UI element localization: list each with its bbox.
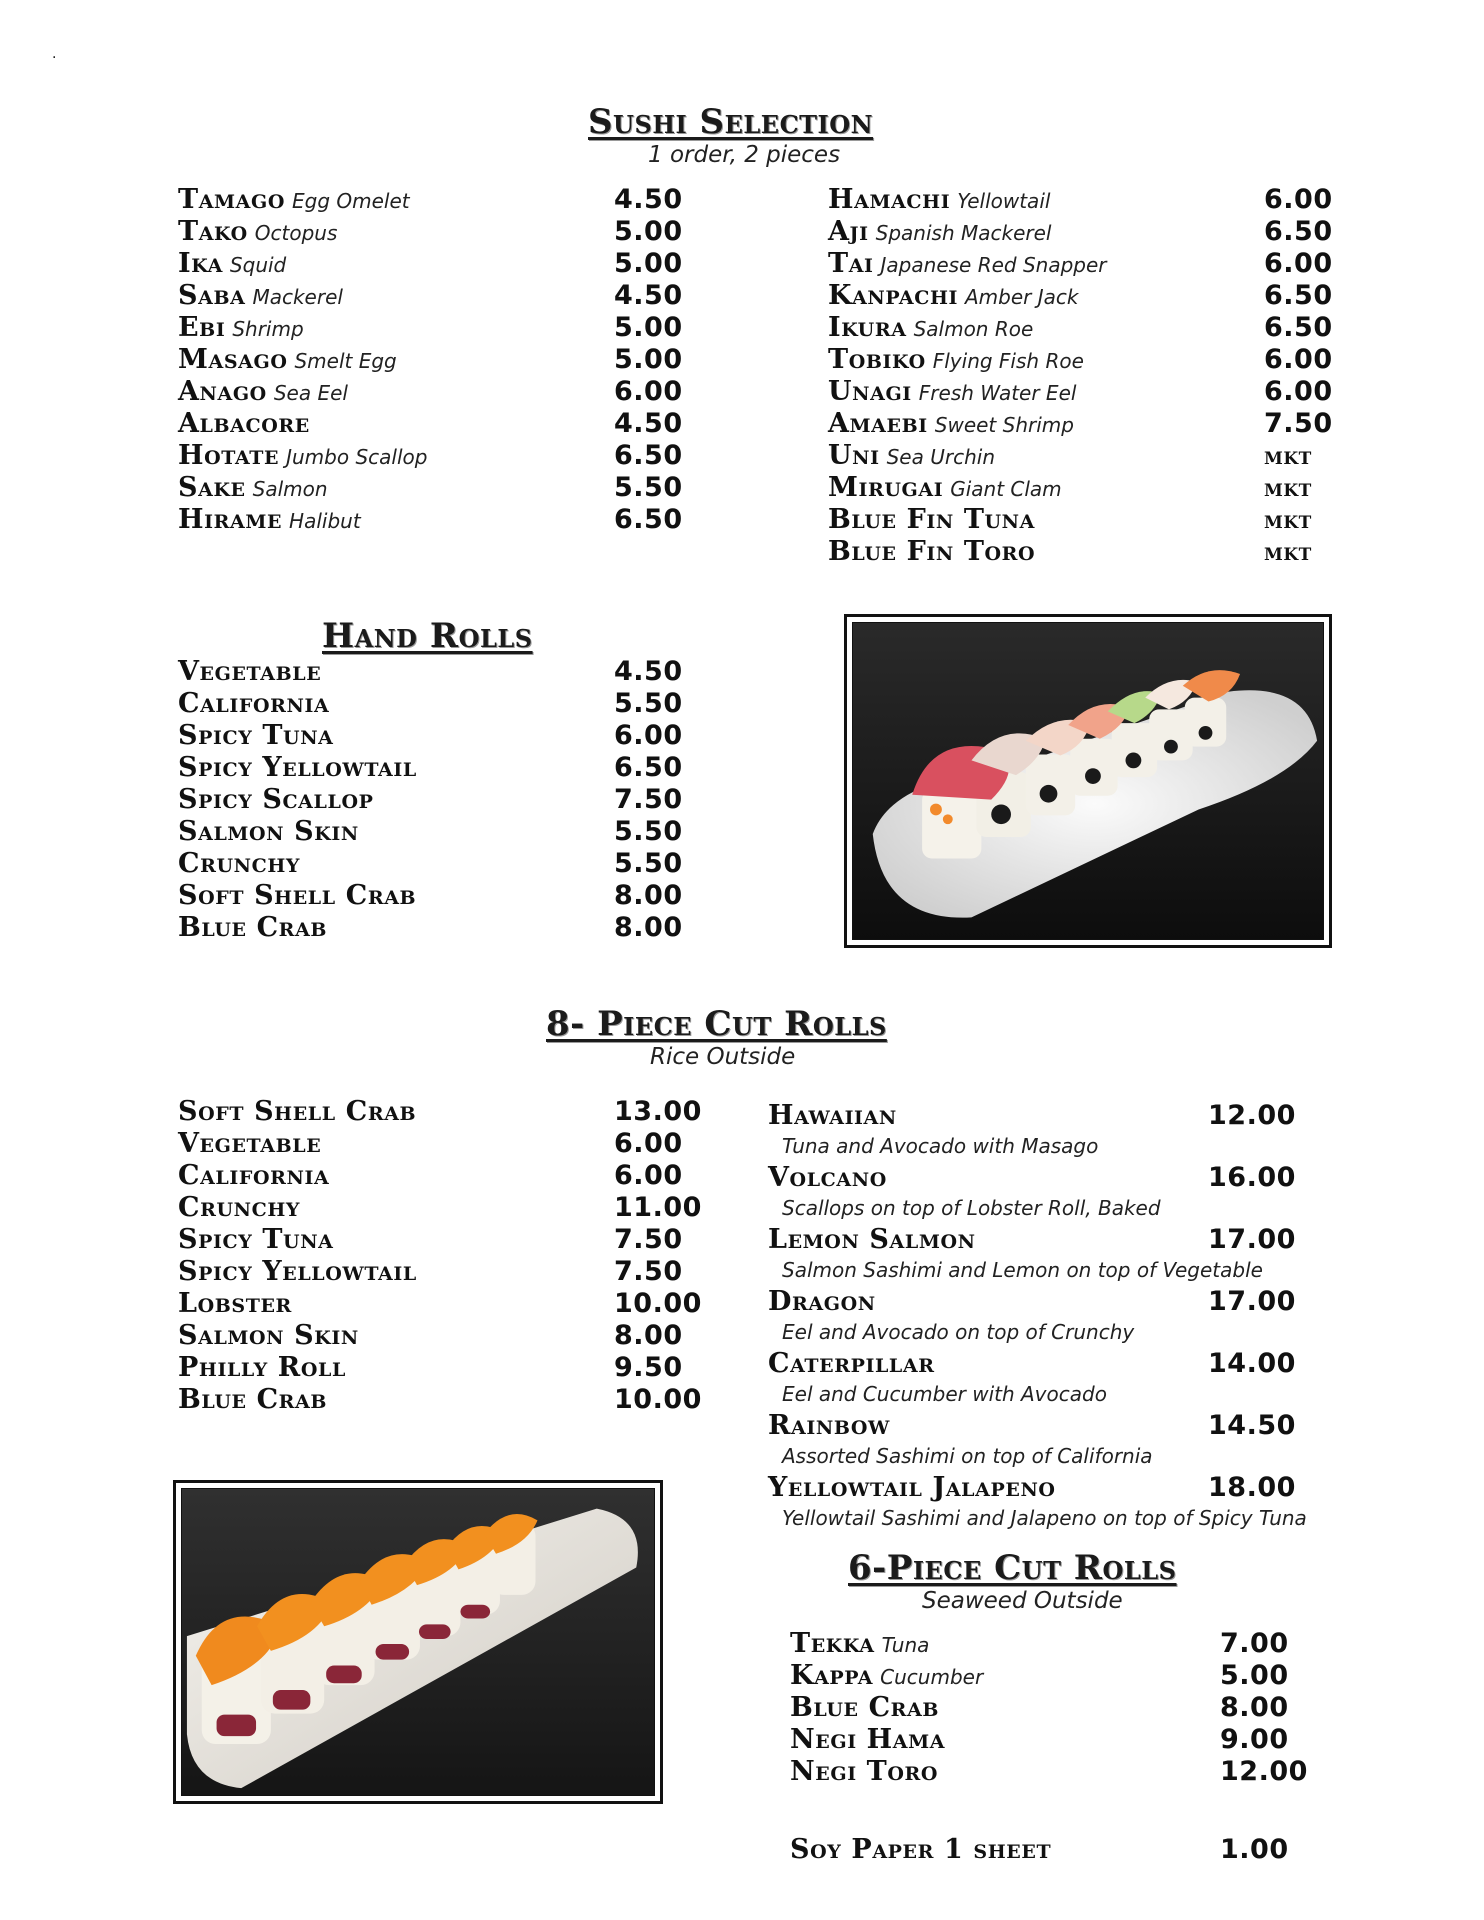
item-name-text: Unagi (828, 376, 912, 407)
item-name (178, 472, 328, 505)
sushi-left-list (178, 184, 698, 536)
menu-item-row (178, 1384, 718, 1416)
menu-item-row (790, 1660, 1330, 1692)
rainbow-roll-image (853, 623, 1323, 939)
soy-paper-row (790, 1834, 1330, 1866)
item-name-text: Yellowtail Jalapeno (768, 1472, 1056, 1503)
item-name-text: Philly Roll (178, 1352, 346, 1383)
item-name (790, 1660, 983, 1693)
roll-description: Yellowtail Sashimi and Jalapeno on top of Spicy Tuna (782, 1506, 1307, 1530)
special-roll-row (768, 1100, 1328, 1162)
item-name-text: Ika (178, 248, 223, 279)
item-name-text: Sake (178, 472, 246, 503)
menu-item-row (178, 1320, 718, 1352)
item-name (790, 1756, 938, 1788)
item-price: 6.00 (614, 720, 683, 751)
item-price: 4.50 (614, 280, 683, 311)
item-price: 7.50 (614, 1224, 683, 1255)
cut8-subtitle: Rice Outside (650, 1044, 796, 1070)
item-price: 13.00 (614, 1096, 702, 1127)
item-price: 7.50 (614, 1256, 683, 1287)
item-price: 4.50 (614, 408, 683, 439)
item-name (178, 1352, 346, 1384)
item-name-text: Negi Hama (790, 1724, 946, 1755)
menu-item-row (178, 1160, 718, 1192)
item-name (178, 408, 310, 440)
menu-item-row (178, 816, 698, 848)
cut8-heading: 8- Piece Cut Rolls (546, 1004, 887, 1044)
item-description: Jumbo Scallop (286, 445, 428, 469)
item-description: Spanish Mackerel (875, 221, 1052, 245)
item-name-text: Tako (178, 216, 248, 247)
item-name (768, 1410, 890, 1442)
item-price: 5.50 (614, 848, 683, 879)
menu-item-row (178, 216, 698, 248)
item-name (178, 688, 329, 720)
menu-item-row (178, 1224, 718, 1256)
item-price: 6.00 (1264, 248, 1333, 279)
menu-item-row (178, 344, 698, 376)
menu-item-row (828, 472, 1348, 504)
item-description: Japanese Red Snapper (880, 253, 1107, 277)
menu-item-row (178, 912, 698, 944)
item-name (178, 1096, 416, 1128)
item-price: mkt (1264, 473, 1312, 502)
item-name-text: Lemon Salmon (768, 1224, 976, 1255)
item-name-text: Volcano (768, 1162, 887, 1193)
item-name (178, 816, 359, 848)
item-name-text: Mirugai (828, 472, 944, 503)
item-name (768, 1162, 887, 1194)
item-price: 6.50 (614, 440, 683, 471)
item-price: 16.00 (1208, 1162, 1296, 1193)
item-price: 14.50 (1208, 1410, 1296, 1441)
item-price: 6.00 (614, 376, 683, 407)
menu-item-row (828, 440, 1348, 472)
menu-item-row (178, 504, 698, 536)
item-name (178, 248, 286, 281)
menu-item-row (790, 1628, 1330, 1660)
item-name-text: Anago (178, 376, 267, 407)
item-name (178, 312, 304, 345)
item-name-text: Spicy Yellowtail (178, 752, 417, 783)
item-description: Mackerel (252, 285, 343, 309)
menu-item-row (828, 184, 1348, 216)
item-name (178, 1160, 329, 1192)
item-name (178, 376, 348, 409)
item-name (828, 472, 1062, 505)
item-description: Giant Clam (950, 477, 1062, 501)
item-name (828, 216, 1051, 249)
item-name-text: Kappa (790, 1660, 874, 1691)
hand-rolls-list (178, 656, 698, 944)
item-name-text: Tekka (790, 1628, 875, 1659)
item-price: 9.00 (1220, 1724, 1289, 1755)
special-roll-row (768, 1410, 1328, 1472)
item-description: Octopus (254, 221, 338, 245)
sushi-right-list (828, 184, 1348, 568)
item-name (178, 1256, 417, 1288)
item-name (178, 1288, 292, 1320)
item-name-text: Aji (828, 216, 869, 247)
item-description: Squid (229, 253, 287, 277)
item-name (178, 1224, 334, 1256)
item-price: 8.00 (614, 880, 683, 911)
item-name-text: Hirame (178, 504, 283, 535)
item-description: Shrimp (232, 317, 304, 341)
menu-item-row (790, 1692, 1330, 1724)
item-price: 6.00 (614, 1160, 683, 1191)
menu-item-row (828, 504, 1348, 536)
menu-item-row (178, 848, 698, 880)
item-price: 5.00 (614, 248, 683, 279)
item-price: 9.50 (614, 1352, 683, 1383)
item-description: Sweet Shrimp (934, 413, 1074, 437)
menu-item-row (790, 1756, 1330, 1788)
item-price: 6.50 (1264, 312, 1333, 343)
item-description: Egg Omelet (291, 189, 410, 213)
item-name (828, 440, 995, 473)
item-name-text: Soft Shell Crab (178, 880, 417, 911)
item-price: 7.00 (1220, 1628, 1289, 1659)
item-name-text: Salmon Skin (178, 1320, 359, 1351)
item-price: 6.00 (1264, 376, 1333, 407)
item-name (828, 280, 1078, 313)
roll-description: Assorted Sashimi on top of California (782, 1444, 1153, 1468)
item-name-text: Crunchy (178, 1192, 301, 1223)
item-name (178, 784, 373, 816)
special-roll-row (768, 1472, 1328, 1534)
item-name-text: Spicy Tuna (178, 1224, 334, 1255)
menu-item-row (178, 280, 698, 312)
rainbow-roll-photo (844, 614, 1332, 948)
menu-item-row (828, 248, 1348, 280)
item-price: 12.00 (1220, 1756, 1308, 1787)
item-price: 5.00 (614, 344, 683, 375)
item-price: 6.50 (1264, 216, 1333, 247)
item-name-text: Caterpillar (768, 1348, 935, 1379)
item-price: 6.50 (614, 504, 683, 535)
item-description: Flying Fish Roe (932, 349, 1084, 373)
menu-item-row (828, 344, 1348, 376)
item-price: 18.00 (1208, 1472, 1296, 1503)
sushi-selection-subtitle: 1 order, 2 pieces (648, 142, 841, 168)
item-name (178, 880, 416, 912)
item-name-text: Tobiko (828, 344, 926, 375)
item-description: Smelt Egg (294, 349, 397, 373)
item-name (178, 504, 361, 537)
item-name (828, 504, 1035, 536)
special-roll-row (768, 1162, 1328, 1224)
item-name-text: Vegetable (178, 656, 322, 687)
item-name (790, 1724, 945, 1756)
item-name (178, 1192, 300, 1224)
roll-description: Scallops on top of Lobster Roll, Baked (782, 1196, 1161, 1220)
item-name (178, 216, 337, 249)
item-name (178, 848, 300, 880)
cut8-left-list (178, 1096, 718, 1416)
item-name (178, 720, 334, 752)
item-description: Sea Urchin (886, 445, 995, 469)
cut8-specials-list (768, 1100, 1328, 1534)
item-price: 5.50 (614, 472, 683, 503)
sushi-selection-heading: Sushi Selection (588, 102, 874, 142)
item-name-text: Hamachi (828, 184, 951, 215)
item-price: 10.00 (614, 1288, 702, 1319)
item-description: Salmon (252, 477, 328, 501)
item-price: 14.00 (1208, 1348, 1296, 1379)
item-description: Salmon Roe (913, 317, 1034, 341)
menu-item-row (178, 248, 698, 280)
item-name-text: Rainbow (768, 1410, 890, 1441)
special-roll-row (768, 1286, 1328, 1348)
item-name-text: Hotate (178, 440, 280, 471)
item-name (178, 1384, 327, 1416)
item-name-text: Tamago (178, 184, 285, 215)
item-description: Cucumber (880, 1665, 984, 1689)
item-name (828, 408, 1074, 441)
item-name-text: Uni (828, 440, 880, 471)
item-price: 10.00 (614, 1384, 702, 1415)
item-name (790, 1692, 939, 1724)
item-name-text: Spicy Yellowtail (178, 1256, 417, 1287)
item-price: 7.50 (614, 784, 683, 815)
item-price: 6.00 (1264, 184, 1333, 215)
menu-item-row (178, 1352, 718, 1384)
item-name (178, 656, 321, 688)
masago-roll-photo (173, 1480, 663, 1804)
item-price: 6.50 (614, 752, 683, 783)
menu-item-row (178, 656, 698, 688)
item-description: Halibut (289, 509, 361, 533)
menu-item-row (828, 280, 1348, 312)
item-name: Soy Paper 1 sheet (790, 1834, 1052, 1865)
item-name (768, 1100, 897, 1132)
item-price: mkt (1264, 441, 1312, 470)
cut6-list (790, 1628, 1330, 1788)
item-price: 5.00 (614, 216, 683, 247)
item-description: Fresh Water Eel (918, 381, 1077, 405)
item-price: 6.00 (614, 1128, 683, 1159)
item-price: 17.00 (1208, 1286, 1296, 1317)
item-price: 6.00 (1264, 344, 1333, 375)
item-name-text: Kanpachi (828, 280, 958, 311)
item-name-text: Vegetable (178, 1128, 322, 1159)
item-price: mkt (1264, 505, 1312, 534)
menu-item-row (828, 216, 1348, 248)
item-name-text: Masago (178, 344, 288, 375)
item-name-text: Lobster (178, 1288, 292, 1319)
item-description: Sea Eel (273, 381, 348, 405)
item-price: 5.00 (614, 312, 683, 343)
corner-mark: . (52, 46, 57, 62)
item-name (828, 312, 1033, 345)
item-price: 4.50 (614, 184, 683, 215)
menu-item-row (178, 720, 698, 752)
item-price: 11.00 (614, 1192, 702, 1223)
item-name-text: Crunchy (178, 848, 301, 879)
roll-description: Salmon Sashimi and Lemon on top of Vegetable (782, 1258, 1263, 1282)
item-price: 5.50 (614, 688, 683, 719)
item-name (768, 1224, 976, 1256)
item-name-text: Salmon Skin (178, 816, 359, 847)
item-name-text: Blue Crab (790, 1692, 940, 1723)
menu-item-row (178, 880, 698, 912)
item-name (178, 1320, 359, 1352)
item-name-text: Blue Fin Toro (828, 536, 1036, 567)
menu-item-row (178, 1256, 718, 1288)
item-name-text: Blue Crab (178, 1384, 328, 1415)
item-name (828, 184, 1050, 217)
item-name (790, 1628, 929, 1661)
item-name (178, 440, 427, 473)
item-price: 4.50 (614, 656, 683, 687)
menu-item-row (178, 1288, 718, 1320)
menu-item-row (178, 408, 698, 440)
menu-item-row (178, 1096, 718, 1128)
menu-item-row (178, 688, 698, 720)
item-description: Tuna (881, 1633, 930, 1657)
item-name (768, 1348, 935, 1380)
roll-description: Eel and Cucumber with Avocado (782, 1382, 1107, 1406)
item-name-text: Negi Toro (790, 1756, 939, 1787)
item-name (178, 184, 410, 217)
menu-item-row (828, 376, 1348, 408)
item-price: mkt (1264, 537, 1312, 566)
item-name-text: Spicy Scallop (178, 784, 374, 815)
item-price: 5.00 (1220, 1660, 1289, 1691)
item-name (178, 1128, 321, 1160)
menu-item-row (828, 408, 1348, 440)
item-name-text: Blue Crab (178, 912, 328, 943)
menu-item-row (178, 440, 698, 472)
item-price: 17.00 (1208, 1224, 1296, 1255)
menu-item-row (178, 1128, 718, 1160)
soy-paper-row-wrap (790, 1834, 1330, 1866)
item-name (178, 912, 327, 944)
special-roll-row (768, 1224, 1328, 1286)
hand-rolls-heading: Hand Rolls (322, 616, 533, 656)
item-name-text: Albacore (178, 408, 310, 439)
item-price: 8.00 (614, 1320, 683, 1351)
item-name-text: Blue Fin Tuna (828, 504, 1035, 535)
item-name-text: Soft Shell Crab (178, 1096, 417, 1127)
item-price: 8.00 (1220, 1692, 1289, 1723)
item-price: 7.50 (1264, 408, 1333, 439)
item-name (828, 344, 1084, 377)
item-name (828, 376, 1076, 409)
item-price: 8.00 (614, 912, 683, 943)
item-name-text: Hawaiian (768, 1100, 897, 1131)
item-name-text: Dragon (768, 1286, 876, 1317)
item-price: 12.00 (1208, 1100, 1296, 1131)
item-name (768, 1286, 876, 1318)
cut6-heading: 6-Piece Cut Rolls (848, 1548, 1177, 1588)
special-roll-row (768, 1348, 1328, 1410)
item-name (828, 248, 1107, 281)
menu-item-row (178, 752, 698, 784)
item-price: 5.50 (614, 816, 683, 847)
menu-item-row (828, 536, 1348, 568)
menu-item-row (828, 312, 1348, 344)
roll-description: Eel and Avocado on top of Crunchy (782, 1320, 1135, 1344)
item-price: 6.50 (1264, 280, 1333, 311)
item-name-text: California (178, 688, 330, 719)
item-name-text: Saba (178, 280, 246, 311)
menu-item-row (790, 1724, 1330, 1756)
item-price: 1.00 (1220, 1834, 1289, 1865)
menu-item-row (178, 376, 698, 408)
menu-item-row (178, 184, 698, 216)
masago-roll-image (182, 1489, 654, 1795)
item-name (828, 536, 1035, 568)
item-name (178, 280, 343, 313)
item-name (768, 1472, 1056, 1504)
cut6-subtitle: Seaweed Outside (922, 1588, 1123, 1614)
item-name-text: Tai (828, 248, 874, 279)
item-name (178, 752, 417, 784)
item-name-text: California (178, 1160, 330, 1191)
roll-description: Tuna and Avocado with Masago (782, 1134, 1099, 1158)
item-description: Amber Jack (964, 285, 1079, 309)
item-description: Yellowtail (957, 189, 1051, 213)
menu-item-row (178, 312, 698, 344)
menu-item-row (178, 472, 698, 504)
item-name-text: Ikura (828, 312, 907, 343)
item-name-text: Amaebi (828, 408, 928, 439)
menu-item-row (178, 784, 698, 816)
item-name (178, 344, 397, 377)
item-name-text: Spicy Tuna (178, 720, 334, 751)
menu-item-row (178, 1192, 718, 1224)
item-name-text: Ebi (178, 312, 226, 343)
